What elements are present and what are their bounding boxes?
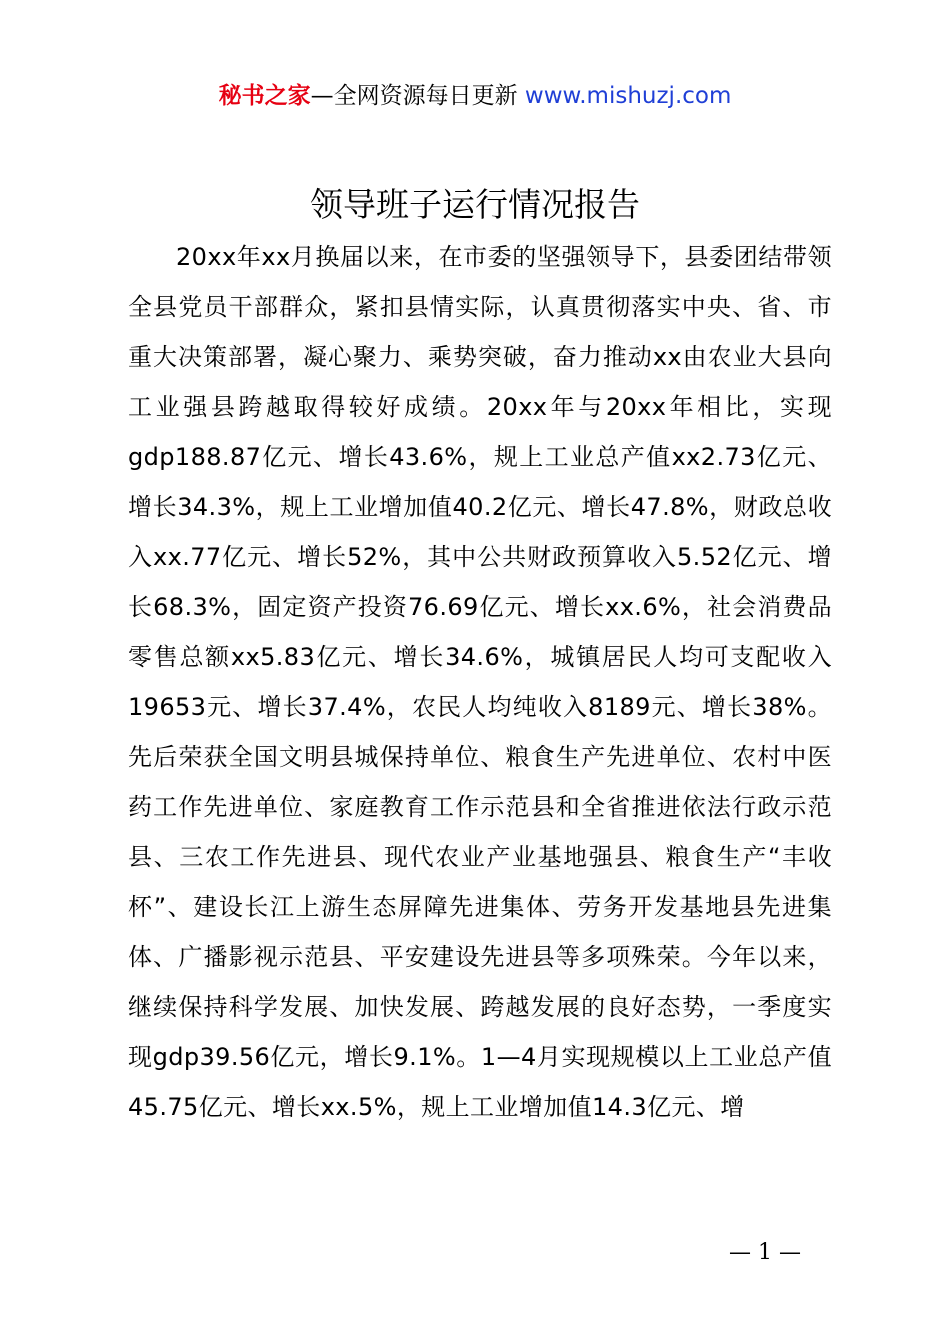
document-title: 领导班子运行情况报告: [310, 185, 640, 224]
page-number: — 1 —: [729, 1240, 801, 1265]
body-paragraph: 20xx年xx月换届以来，在市委的坚强领导下，县委团结带领全县党员干部群众，紧扣县情实际，认真贯彻落实中央、省、市重大决策部署，凝心聚力、乘势突破，奋力推动xx由农业大县向工业强县跨越取得较好成绩。20xx年与20xx年相比，实现gdp188.87亿元、增长43.6%，规上工业总产值xx2.73亿元、增长34.3%，规上工业增加值40.2亿元、增长47.8%，财政总收入xx.77亿元、增长52%，其中公共财政预算收入5.52亿元、增长68.3%，固定资产投资76.69亿元、增长xx.6%，社会消费品零售总额xx5.83亿元、增长34.6%，城镇居民人均可支配收入19653元、增长37.4%，农民人均纯收入8189元、增长38%。先后荣获全国文明县城保持单位、粮食生产先进单位、农村中医药工作先进单位、家庭教育工作示范县和全省推进依法行政示范县、三农工作先进县、现代农业产业基地强县、粮食生产“丰收杯”、建设长江上游生态屏障先进集体、劳务开发基地县先进集体、广播影视示范县、平安建设先进县等多项殊荣。今年以来，继续保持科学发展、加快发展、跨越发展的良好态势，一季度实现gdp39.56亿元，增长9.1%。1—4月实现规模以上工业总产值45.75亿元、增长xx.5%，规上工业增加值14.3亿元、增: [128, 243, 832, 1121]
banner-tagline: —全网资源每日更新: [310, 83, 518, 109]
site-banner: [0, 80, 950, 112]
brand-name: 秘书之家: [218, 83, 311, 109]
site-url-link[interactable]: www.mishuzj.com: [524, 83, 732, 109]
